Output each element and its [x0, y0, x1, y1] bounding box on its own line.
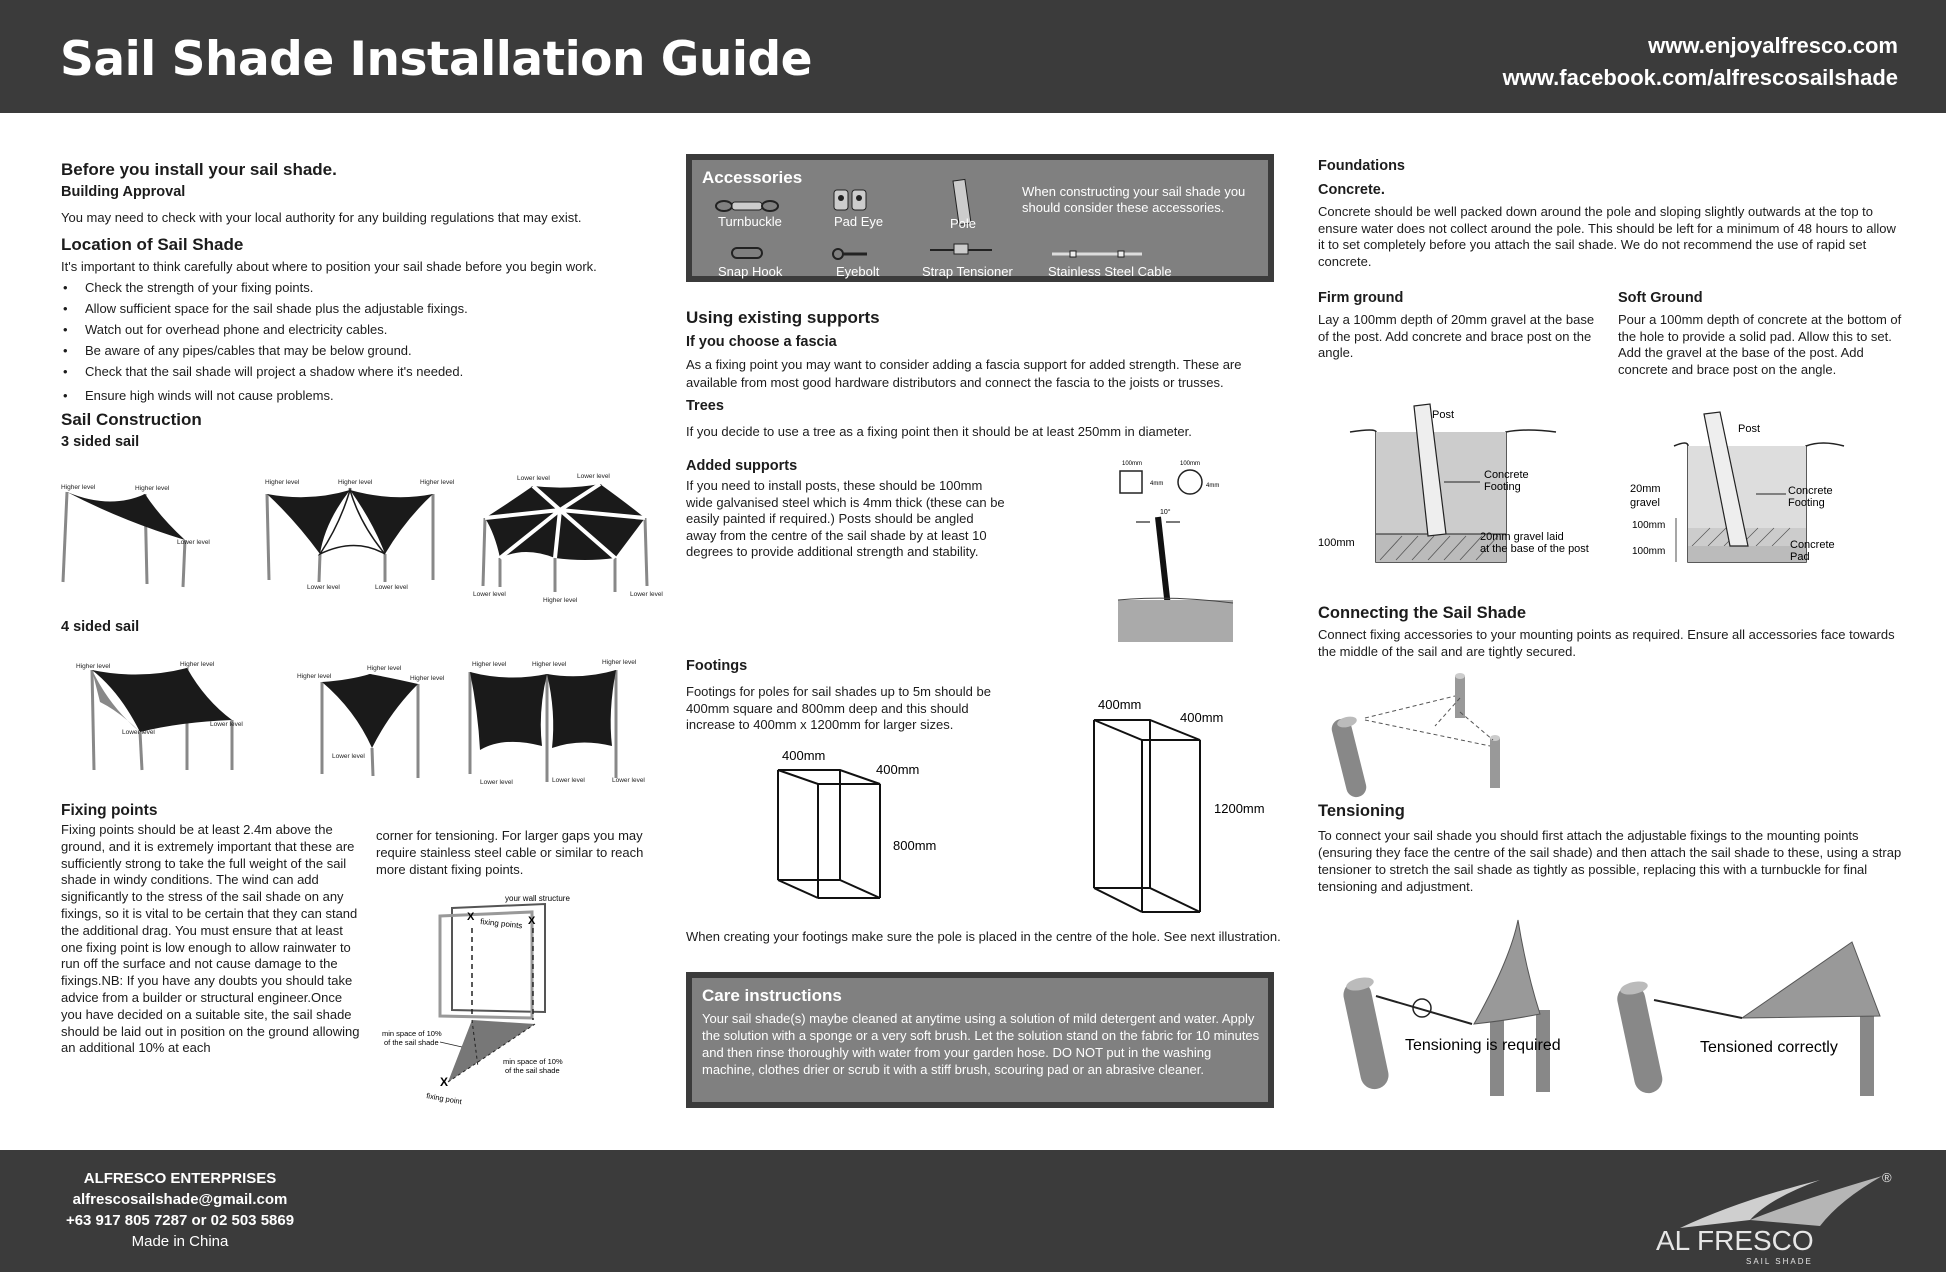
- fixing-text-continued: corner for tensioning. For larger gaps you may require stainless steel cable or similar to reach more distant fixing points.: [376, 828, 644, 877]
- svg-text:Higher level: Higher level: [76, 663, 111, 670]
- svg-text:X: X: [528, 915, 536, 927]
- svg-text:20mm gravel laid: 20mm gravel laid: [1480, 531, 1564, 543]
- svg-text:100mm: 100mm: [1180, 461, 1201, 467]
- existing-title: Using existing supports: [686, 308, 880, 327]
- svg-text:Higher level: Higher level: [297, 673, 332, 680]
- foundations-section: [1318, 158, 1898, 270]
- tension-required-diagram: [1340, 920, 1610, 1100]
- accessory-label: Snap Hook: [718, 264, 783, 279]
- accessory-label: Stainless Steel Cable: [1048, 264, 1172, 279]
- accessory-label: Pad Eye: [834, 214, 884, 229]
- svg-text:100mm: 100mm: [1318, 537, 1355, 549]
- svg-text:Lower level: Lower level: [630, 591, 663, 598]
- connecting-section: [1318, 604, 1898, 660]
- alfresco-logo: [1650, 1170, 1910, 1265]
- email-link[interactable]: alfrescosailshade@gmail.com: [72, 1191, 288, 1208]
- svg-text:Tensioning is required: Tensioning is required: [1405, 1037, 1561, 1054]
- bullet-item: • Ensure high winds will not cause problems.: [61, 385, 661, 406]
- soft-title: Soft Ground: [1618, 290, 1703, 306]
- svg-text:gravel: gravel: [1630, 497, 1660, 509]
- existing-supports-section: [686, 308, 1286, 441]
- added-text: If you need to install posts, these should be 100mm wide galvanised steel which is 4mm thick (these can be easily painted if required.) Posts should be angled away from the centre of the sail shade by at least 10 degrees to provide additional strength and stability.: [686, 478, 1005, 559]
- svg-text:Higher level: Higher level: [338, 479, 373, 486]
- accessories-box: [686, 154, 1274, 282]
- fascia-text: As a fixing point you may want to consider adding a fascia support for added strength. These are available from most good hardware distributors and connect the fascia to the joists or trusses.: [686, 357, 1242, 390]
- footings-note: When creating your footings make sure the pole is placed in the centre of the hole. See next illustration.: [686, 929, 1281, 944]
- footings-title: Footings: [686, 658, 748, 674]
- svg-text:Lower level: Lower level: [210, 721, 243, 728]
- svg-text:Higher level: Higher level: [543, 597, 578, 604]
- svg-text:Lower level: Lower level: [473, 591, 506, 598]
- svg-text:Higher level: Higher level: [420, 479, 455, 486]
- before-title: Before you install your sail shade.: [61, 160, 337, 179]
- made-in: Made in China: [131, 1233, 229, 1250]
- tensioning-title: Tensioning: [1318, 802, 1405, 820]
- accessory-label: Turnbuckle: [718, 214, 782, 229]
- svg-text:Lower level: Lower level: [480, 779, 513, 786]
- svg-text:Higher level: Higher level: [180, 661, 215, 668]
- svg-text:400mm: 400mm: [1180, 710, 1224, 725]
- care-title: Care instructions: [702, 986, 842, 1005]
- svg-text:Lower level: Lower level: [177, 539, 210, 546]
- pad-eye-icon: [834, 190, 866, 210]
- connecting-text: Connect fixing accessories to your mounting points as required. Ensure all accessories face towards the middle of the sail and are tightly secured.: [1318, 627, 1895, 659]
- page-title: Sail Shade Installation Guide: [60, 32, 812, 87]
- svg-text:Lower level: Lower level: [517, 475, 550, 482]
- care-text: Your sail shade(s) maybe cleaned at anytime using a solution of mild detergent and water. Apply the solution with a sponge or a very soft brush. Let the solution stand on the fabric for 10 minutes and then rinse thoroughly with water from your garden hose. DO NOT put in the washing machine, clothes drier or scrub it with a stiff brush, scouring pad or an abrasive cleaner.: [702, 1011, 1260, 1077]
- svg-text:Concrete: Concrete: [1788, 485, 1833, 497]
- approval-title: Building Approval: [61, 184, 186, 200]
- svg-text:min space of 10%: min space of 10%: [503, 1057, 563, 1066]
- tension-correct-diagram: [1620, 940, 1910, 1100]
- svg-text:Footing: Footing: [1788, 497, 1825, 509]
- fixing-title: Fixing points: [61, 802, 158, 819]
- svg-text:Higher level: Higher level: [410, 675, 445, 682]
- approval-text: You may need to check with your local authority for any building regulations that may exist.: [61, 210, 582, 225]
- stainless-steel-cable-icon: [1052, 251, 1142, 257]
- svg-text:Pad: Pad: [1790, 551, 1810, 563]
- concrete-text: Concrete should be well packed down around the pole and sloping slightly outwards at the top to ensure water does not collect around the pole. This should be left for a minimum of 48 hours to allow it to set completely before you attach the sail shade. We do not recommend the use of rapid set concrete.: [1318, 204, 1896, 269]
- accessories-note: When constructing your sail shade you should consider these accessories.: [1022, 184, 1246, 215]
- svg-text:®: ®: [1882, 1170, 1892, 1185]
- svg-text:Lower level: Lower level: [332, 753, 365, 760]
- fascia-title: If you choose a fascia: [686, 334, 837, 350]
- svg-text:Higher level: Higher level: [602, 659, 637, 666]
- company-name: ALFRESCO ENTERPRISES: [83, 1170, 277, 1187]
- svg-text:fixing points: fixing points: [479, 917, 523, 931]
- svg-text:Post: Post: [1432, 409, 1455, 421]
- svg-text:your wall structure: your wall structure: [505, 894, 570, 903]
- care-box: [686, 972, 1274, 1108]
- svg-text:4mm: 4mm: [1206, 483, 1220, 489]
- connecting-diagram: [1325, 668, 1525, 808]
- accessory-label: Strap Tensioner: [922, 264, 1013, 279]
- header-band: [0, 0, 1946, 113]
- svg-text:Lower level: Lower level: [122, 729, 155, 736]
- facebook-link[interactable]: www.facebook.com/alfrescosailshade: [1502, 65, 1898, 90]
- tensioning-text: To connect your sail shade you should first attach the adjustable fixings to the mounting points (ensuring they face the centre of the sail shade) and then attach the sail shade to these, using a strap tensioner to stretch the sail shade as tightly as possible, replacing this with a turnbuckle for final tensioning and adjustment.: [1318, 828, 1902, 894]
- footing-box-large: [1090, 690, 1290, 930]
- footer-band: [0, 1150, 1946, 1272]
- added-title: Added supports: [686, 458, 798, 474]
- wall-fixing-diagram: [380, 892, 580, 1107]
- svg-text:10°: 10°: [1160, 509, 1171, 516]
- accessories-title: Accessories: [702, 168, 803, 187]
- svg-text:of the sail shade: of the sail shade: [505, 1066, 560, 1075]
- svg-text:Concrete: Concrete: [1484, 469, 1529, 481]
- trees-text: If you decide to use a tree as a fixing point then it should be at least 250mm in diameter.: [686, 424, 1192, 439]
- svg-text:Tensioned correctly: Tensioned correctly: [1700, 1039, 1838, 1056]
- three-sided-illustrations: [55, 462, 663, 612]
- four-sided-sail-a: [76, 661, 243, 770]
- three-sided-sail-a: [61, 484, 210, 587]
- svg-text:Higher level: Higher level: [472, 661, 507, 668]
- added-supports-section: [686, 458, 1006, 561]
- accessory-label: Pole: [950, 216, 977, 231]
- svg-text:Higher level: Higher level: [135, 485, 170, 492]
- construction-title: Sail Construction: [61, 410, 202, 429]
- svg-text:100mm: 100mm: [1122, 461, 1143, 467]
- left-column: [61, 160, 661, 456]
- svg-text:Higher level: Higher level: [61, 484, 96, 491]
- bullet-item: • Check the strength of your fixing points.: [61, 277, 661, 298]
- svg-text:Lower level: Lower level: [375, 584, 408, 591]
- svg-text:Lower level: Lower level: [307, 584, 340, 591]
- bullet-item: • Watch out for overhead phone and electricity cables.: [61, 319, 661, 340]
- location-text: It's important to think carefully about where to position your sail shade before you begin work.: [61, 258, 597, 274]
- svg-text:X: X: [467, 911, 475, 923]
- svg-text:4mm: 4mm: [1150, 481, 1164, 487]
- svg-text:Higher level: Higher level: [367, 665, 402, 672]
- footings-section: [686, 658, 1006, 734]
- svg-text:Footing: Footing: [1484, 481, 1521, 493]
- svg-text:min space of 10%: min space of 10%: [382, 1029, 442, 1038]
- svg-text:SAIL SHADE: SAIL SHADE: [1746, 1257, 1813, 1266]
- footings-text: Footings for poles for sail shades up to 5m should be 400mm square and 800mm deep and this should increase to 400mm x 1200mm for larger sizes.: [686, 684, 991, 732]
- soft-ground-diagram: [1622, 410, 1902, 580]
- trees-title: Trees: [686, 398, 724, 414]
- svg-text:Higher level: Higher level: [265, 479, 300, 486]
- four-sided-title: 4 sided sail: [61, 619, 140, 635]
- tensioning-section: [1318, 802, 1908, 895]
- svg-text:Higher level: Higher level: [532, 661, 567, 668]
- firm-title: Firm ground: [1318, 290, 1404, 306]
- four-sided-illustrations: [60, 652, 650, 792]
- svg-text:1200mm: 1200mm: [1214, 801, 1265, 816]
- accessory-label: Eyebolt: [836, 264, 880, 279]
- svg-text:Post: Post: [1738, 423, 1761, 435]
- four-sided-sail-c: [470, 659, 645, 786]
- location-bullets: [61, 277, 661, 406]
- eyebolt-icon: [833, 249, 867, 259]
- footing-box-small: [760, 740, 1000, 920]
- turnbuckle-icon: [716, 201, 778, 211]
- firm-ground-diagram: [1316, 400, 1596, 570]
- svg-text:800mm: 800mm: [893, 838, 937, 853]
- soft-text: Pour a 100mm depth of concrete at the bottom of the hole to provide a solid pad. Allow this to set. Add the gravel at the base of the post. Add concrete and brace post on the angle.: [1618, 312, 1902, 377]
- svg-text:Lower level: Lower level: [577, 473, 610, 480]
- svg-text:X: X: [440, 1075, 449, 1089]
- svg-text:400mm: 400mm: [782, 748, 826, 763]
- svg-text:100mm: 100mm: [1632, 546, 1666, 557]
- svg-text:20mm: 20mm: [1630, 483, 1661, 495]
- three-sided-title: 3 sided sail: [61, 434, 140, 450]
- bullet-item: • Be aware of any pipes/cables that may be below ground.: [61, 340, 661, 361]
- location-title: Location of Sail Shade: [61, 234, 244, 254]
- connecting-title: Connecting the Sail Shade: [1318, 604, 1527, 622]
- svg-text:Lower level: Lower level: [612, 777, 645, 784]
- website-link[interactable]: www.enjoyalfresco.com: [1648, 33, 1898, 58]
- post-angle-diagram: [1110, 455, 1240, 645]
- svg-text:100mm: 100mm: [1632, 520, 1666, 531]
- svg-text:400mm: 400mm: [876, 762, 920, 777]
- concrete-title: Concrete.: [1318, 182, 1385, 198]
- strap-tensioner-icon: [930, 244, 992, 254]
- three-sided-sail-c: [473, 473, 663, 604]
- foundations-title: Foundations: [1318, 158, 1405, 174]
- firm-text: Lay a 100mm depth of 20mm gravel at the base of the post. Add concrete and brace post on the angle.: [1318, 312, 1595, 360]
- snap-hook-icon: [732, 248, 762, 258]
- svg-text:of the sail shade: of the sail shade: [384, 1038, 439, 1047]
- svg-text:AL FRESCO: AL FRESCO: [1656, 1225, 1814, 1256]
- three-sided-sail-b: [265, 479, 455, 591]
- fixing-section: [61, 802, 361, 1057]
- header-links: [1503, 30, 1898, 94]
- four-sided-sail-b: [297, 665, 445, 778]
- svg-text:Concrete: Concrete: [1790, 539, 1835, 551]
- firm-ground-section: [1318, 290, 1603, 362]
- soft-ground-section: [1618, 290, 1908, 378]
- contact-block: [40, 1168, 320, 1252]
- svg-text:Lower level: Lower level: [552, 777, 585, 784]
- svg-text:at the base of the post: at the base of the post: [1480, 543, 1589, 555]
- phone-number: +63 917 805 7287 or 02 503 5869: [65, 1212, 295, 1229]
- bullet-item: • Check that the sail shade will project a shadow where it's needed.: [61, 361, 661, 382]
- svg-text:400mm: 400mm: [1098, 697, 1142, 712]
- svg-text:fixing point: fixing point: [425, 1091, 463, 1107]
- fixing-text: Fixing points should be at least 2.4m above the ground, and it is extremely important that these are sufficiently strong to take the full weight of the sail shade in windy conditions. The wind can add significantly to the stress of the sail shade on any fixings, so it is vital to be certain that they can stand the additional drag. You must ensure that at least one fixing point is low enough to allow rainwater to run off the surface and not cause damage to the fixings.NB: If you have any doubts you should take advice from a builder or structural engineer.Once you have decided on a suitable site, the sail shade should be laid out in position on the ground allowing an additional 10% at each: [61, 822, 360, 1056]
- bullet-item: • Allow sufficient space for the sail shade plus the adjustable fixings.: [61, 298, 661, 319]
